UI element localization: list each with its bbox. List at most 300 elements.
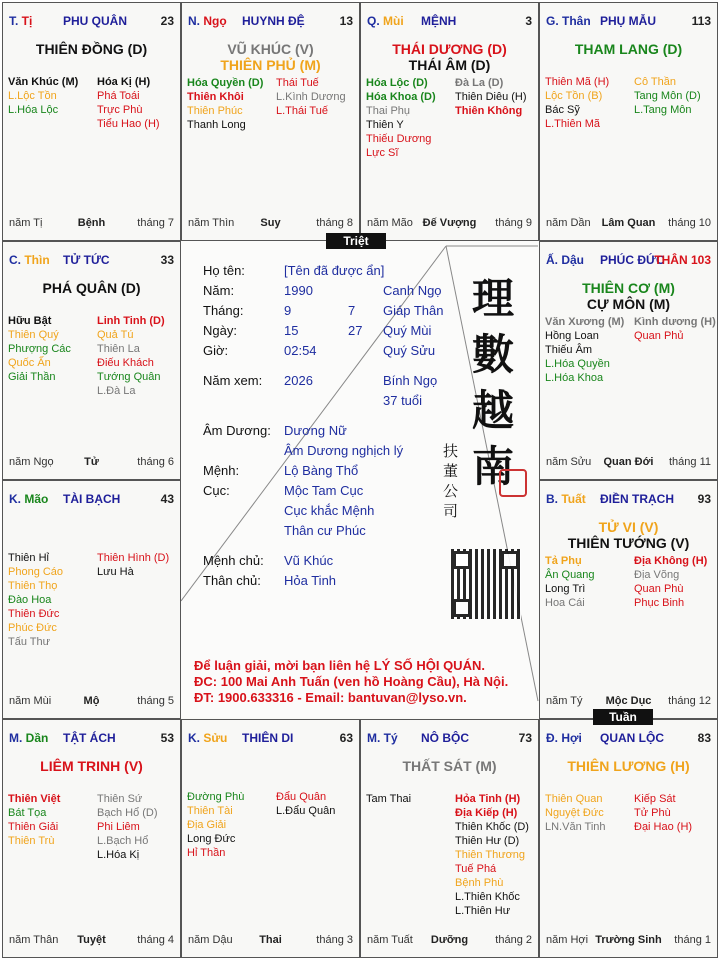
branch-part: T. xyxy=(9,14,22,28)
gio-value: 02:54 xyxy=(284,343,317,358)
palace-header xyxy=(9,14,174,30)
palace-year: năm Mão xyxy=(367,217,413,229)
minor-star: Hóa Quyền (D) xyxy=(187,77,264,89)
minor-star: LN.Văn Tinh xyxy=(545,821,606,833)
palace-footer xyxy=(367,217,532,231)
main-star: THIÊN ĐỒNG (D) xyxy=(35,41,148,57)
minor-star: Thiên Quý xyxy=(8,329,59,341)
palace-year: năm Ngọ xyxy=(9,456,54,468)
minor-star: Thiên Phúc xyxy=(187,105,243,117)
minor-star: Cô Thần xyxy=(634,76,676,88)
minor-star: Hoa Cái xyxy=(545,597,585,609)
minor-star: Hỉ Thần xyxy=(187,847,226,859)
cuc-note: Cục khắc Mệnh xyxy=(284,503,375,518)
nam-xem-label: Năm xem: xyxy=(203,373,263,388)
star-column-right xyxy=(97,314,165,398)
minor-star: Phúc Đức xyxy=(8,622,57,634)
palace-name: QUAN LỘC xyxy=(600,731,664,745)
minor-star: Tướng Quân xyxy=(97,371,161,383)
palace-header xyxy=(9,253,174,269)
minor-star: Hồng Loan xyxy=(545,330,599,342)
minor-star: Phục Binh xyxy=(634,597,685,609)
minor-star: Thiên Thọ xyxy=(8,580,58,592)
palace-branch xyxy=(188,731,227,745)
minor-star: Bạch Hổ (D) xyxy=(97,807,158,819)
minor-star: L.Tang Môn xyxy=(634,104,692,116)
palace-name: PHU QUÂN xyxy=(63,14,128,28)
palace-year: năm Tuất xyxy=(367,934,413,946)
main-star: THIÊN CƠ (M) xyxy=(582,280,675,296)
palace-branch xyxy=(546,253,584,267)
minor-star: Bác Sỹ xyxy=(545,104,580,116)
branch-part: M. Tý xyxy=(367,731,398,745)
palace-month: tháng 7 xyxy=(137,217,174,229)
minor-star: Nguyệt Đức xyxy=(545,807,604,819)
minor-star: Thái Tuế xyxy=(276,77,319,89)
contact-line-2: ĐC: 100 Mai Anh Tuấn (ven hồ Hoàng Cầu), Hà Nội. xyxy=(194,674,509,689)
main-star: THAM LANG (D) xyxy=(574,41,683,57)
ngay-can-chi: Quý Mùi xyxy=(383,323,432,338)
palace-phase: Dưỡng xyxy=(430,934,469,946)
star-column-right xyxy=(97,792,158,862)
palace-name: NÔ BỘC xyxy=(421,731,469,745)
triet-marker: Triệt xyxy=(326,233,386,249)
center-info-panel xyxy=(181,241,539,717)
palace-age: 53 xyxy=(160,731,174,745)
palace-header xyxy=(367,14,532,30)
main-star: THIÊN PHỦ (M) xyxy=(220,57,321,73)
star-column-left xyxy=(8,792,60,848)
minor-star: Long Đức xyxy=(187,833,236,845)
main-star: CỰ MÔN (M) xyxy=(586,296,671,312)
minor-star: L.Thiên Mã xyxy=(545,118,601,130)
palace-month: tháng 10 xyxy=(668,217,711,229)
than-cu-note: Thân cư Phúc xyxy=(284,523,366,538)
minor-star: Thiếu Âm xyxy=(545,344,593,356)
minor-star: L.Thái Tuế xyxy=(276,105,328,117)
nam-xem-value: 2026 xyxy=(284,373,313,388)
palace-branch xyxy=(9,14,32,28)
branch-part: Mão xyxy=(24,492,49,506)
palace-month: tháng 12 xyxy=(668,695,711,707)
minor-star: Thiên Hỉ xyxy=(8,552,49,564)
minor-star: L.Thiên Khốc xyxy=(455,891,520,903)
star-column-right xyxy=(634,315,716,343)
minor-star: Thiên Trù xyxy=(8,835,55,847)
minor-star: Quốc Ấn xyxy=(8,357,51,369)
palace-cell-thin xyxy=(2,241,181,480)
minor-star: Hóa Lộc (D) xyxy=(366,77,428,89)
branch-part: M. xyxy=(9,731,26,745)
branch-part: Sửu xyxy=(203,731,228,745)
palace-cell-tuat xyxy=(539,480,718,719)
seal-stamp xyxy=(499,469,527,497)
main-star: VŨ KHÚC (V) xyxy=(227,41,314,57)
main-star: THẤT SÁT (M) xyxy=(402,758,497,774)
palace-branch xyxy=(546,14,591,28)
than-chu-label: Thân chủ: xyxy=(203,573,261,588)
palace-year: năm Tị xyxy=(9,217,43,229)
palace-footer xyxy=(9,934,174,948)
palace-branch xyxy=(9,492,48,506)
palace-header xyxy=(367,731,532,747)
branch-part: G. Thân xyxy=(546,14,591,28)
palace-cell-mao xyxy=(2,480,181,719)
palace-footer xyxy=(188,217,353,231)
minor-star: Đà La (D) xyxy=(455,77,504,89)
minor-star: Quan Phù xyxy=(634,583,684,595)
main-star: THIÊN LƯƠNG (H) xyxy=(567,758,690,774)
palace-header xyxy=(546,14,711,30)
palace-phase: Mộc Dục xyxy=(605,695,652,707)
palace-phase: Thai xyxy=(259,934,282,946)
palace-name: ĐIỀN TRẠCH xyxy=(600,492,674,506)
ho-ten-value: [Tên đã được ẩn] xyxy=(284,263,385,278)
palace-name: HUYNH ĐỆ xyxy=(242,14,305,28)
branch-part: Thìn xyxy=(24,253,50,267)
cuc-label: Cục: xyxy=(203,483,230,498)
star-column-left xyxy=(366,792,411,806)
palace-age: 23 xyxy=(160,14,174,28)
minor-star: Linh Tinh (D) xyxy=(97,315,165,327)
palace-month: tháng 3 xyxy=(316,934,353,946)
minor-star: Thiên Việt xyxy=(8,793,61,805)
palace-branch xyxy=(9,731,48,745)
minor-star: Bệnh Phù xyxy=(455,877,504,889)
palace-age: THÂN 103 xyxy=(654,253,711,267)
palace-year: năm Sửu xyxy=(546,456,592,468)
palace-footer xyxy=(188,934,353,948)
nam-xem-can-chi: Bính Ngọ xyxy=(383,373,438,388)
minor-star: Thiên Giải xyxy=(8,821,59,833)
palace-cell-ngo xyxy=(181,2,360,241)
star-column-left xyxy=(8,551,63,649)
star-column-left xyxy=(545,792,606,834)
menh-chu-label: Mệnh chủ: xyxy=(203,553,264,568)
minor-star: Hữu Bật xyxy=(8,315,52,327)
minor-star: Thiên Quan xyxy=(545,793,603,805)
star-column-right xyxy=(455,792,529,918)
minor-star: Tử Phù xyxy=(634,807,671,819)
palace-branch xyxy=(367,731,398,745)
tuoi-value: 37 tuổi xyxy=(383,393,423,408)
palace-year: năm Hợi xyxy=(546,934,589,946)
palace-header xyxy=(188,14,353,30)
gio-can-chi: Quý Sửu xyxy=(383,343,436,358)
nam-value: 1990 xyxy=(284,283,313,298)
minor-star: L.Đẩu Quân xyxy=(276,805,336,817)
star-column-left xyxy=(8,75,78,117)
palace-footer xyxy=(9,217,174,231)
palace-header xyxy=(9,492,174,508)
palace-footer xyxy=(546,934,711,948)
minor-star: Đường Phù xyxy=(187,791,245,803)
minor-star: L.Lộc Tồn xyxy=(8,90,57,102)
palace-cell-dau xyxy=(539,241,718,480)
minor-star: Hóa Kị (H) xyxy=(97,76,151,88)
minor-star: Kiếp Sát xyxy=(634,793,676,805)
thang-can-chi: Giáp Thân xyxy=(383,303,444,318)
star-column-left xyxy=(8,314,71,384)
minor-star: Thiên Thương xyxy=(455,849,526,861)
minor-star: L.Hóa Lộc xyxy=(8,104,59,116)
palace-age: 93 xyxy=(697,492,711,506)
palace-phase: Suy xyxy=(260,217,281,229)
minor-star: Thiên Đức xyxy=(8,608,60,620)
minor-star: Thiên Y xyxy=(366,119,404,131)
than-chu-value: Hỏa Tinh xyxy=(284,573,337,588)
cuc-value: Mộc Tam Cục xyxy=(284,483,364,498)
palace-branch xyxy=(546,492,586,506)
star-column-left xyxy=(545,315,624,385)
palace-month: tháng 1 xyxy=(674,934,711,946)
palace-phase: Trường Sinh xyxy=(595,934,662,946)
minor-star: Hỏa Tinh (H) xyxy=(455,793,521,805)
palace-name: TỬ TỨC xyxy=(63,253,110,267)
minor-star: Đại Hao (H) xyxy=(634,821,693,833)
palace-name: TẬT ÁCH xyxy=(63,731,116,745)
minor-star: Văn Xương (M) xyxy=(545,316,625,328)
palace-month: tháng 5 xyxy=(137,695,174,707)
palace-cell-than xyxy=(539,2,718,241)
branch-part: K. xyxy=(9,492,25,506)
palace-year: năm Thìn xyxy=(188,217,235,229)
star-column-right xyxy=(634,792,692,834)
minor-star: Tiểu Hao (H) xyxy=(97,118,160,130)
minor-star: Thiên La xyxy=(97,343,140,355)
star-column-right xyxy=(276,76,346,118)
palace-age: 3 xyxy=(525,14,532,28)
am-duong-label: Âm Dương: xyxy=(203,423,271,438)
star-column-right xyxy=(276,790,335,818)
palace-name: THIÊN DI xyxy=(242,731,294,745)
minor-star: Thanh Long xyxy=(187,119,246,131)
minor-star: L.Kình Dương xyxy=(276,91,346,103)
main-star: THIÊN TƯỚNG (V) xyxy=(567,535,690,551)
minor-star: L.Bạch Hổ xyxy=(97,835,149,847)
palace-month: tháng 6 xyxy=(137,456,174,468)
minor-star: Quả Tú xyxy=(97,329,134,341)
palace-month: tháng 2 xyxy=(495,934,532,946)
minor-star: Kình dương (H) xyxy=(634,316,716,328)
tuan-marker: Tuần xyxy=(593,709,653,725)
star-column-left xyxy=(545,554,595,610)
branch-part: Dần xyxy=(25,731,49,745)
qr-code xyxy=(451,549,521,619)
palace-age: 113 xyxy=(691,14,711,28)
minor-star: L.Hóa Khoa xyxy=(545,372,604,384)
main-star: TỬ VI (V) xyxy=(598,519,659,535)
palace-year: năm Mùi xyxy=(9,695,52,707)
thang-label: Tháng: xyxy=(203,303,244,318)
am-duong-value: Dương Nữ xyxy=(284,423,347,438)
palace-age: 13 xyxy=(339,14,353,28)
palace-header xyxy=(546,492,711,508)
minor-star: Trực Phù xyxy=(97,104,143,116)
branch-part: Q. xyxy=(367,14,384,28)
minor-star: Địa Không (H) xyxy=(634,555,708,567)
palace-footer xyxy=(9,695,174,709)
minor-star: Thai Phụ xyxy=(366,105,411,117)
branch-part: Ngọ xyxy=(203,14,227,28)
star-column-right xyxy=(634,554,707,610)
palace-phase: Tử xyxy=(84,456,99,468)
palace-age: 83 xyxy=(697,731,711,745)
palace-year: năm Dậu xyxy=(188,934,233,946)
minor-star: Bát Tọa xyxy=(8,807,47,819)
palace-year: năm Tý xyxy=(546,695,583,707)
minor-star: Thiên Hình (D) xyxy=(97,552,170,564)
calligraphy-logo: 理數越南 xyxy=(471,274,514,491)
minor-star: Tang Môn (D) xyxy=(634,90,701,102)
palace-name: PHỤ MẪU xyxy=(600,14,656,28)
palace-branch xyxy=(546,731,582,745)
minor-star: Tam Thai xyxy=(366,793,412,805)
palace-branch xyxy=(188,14,227,28)
palace-header xyxy=(188,731,353,747)
branch-part: K. xyxy=(188,731,204,745)
minor-star: Thiên Không xyxy=(455,105,523,117)
palace-phase: Mộ xyxy=(83,695,100,707)
palace-cell-dan xyxy=(2,719,181,958)
minor-star: Đẩu Quân xyxy=(276,791,327,803)
gio-label: Giờ: xyxy=(203,343,229,358)
star-column-right xyxy=(455,76,527,118)
minor-star: Điếu Khách xyxy=(97,357,154,369)
branch-part: Đ. Hợi xyxy=(546,731,582,745)
minor-star: Lực Sĩ xyxy=(366,147,399,159)
nam-can-chi: Canh Ngọ xyxy=(383,283,442,298)
minor-star: Đào Hoa xyxy=(8,594,52,606)
thang-am: 7 xyxy=(348,303,356,318)
star-column-left xyxy=(545,75,609,131)
palace-month: tháng 11 xyxy=(668,456,711,468)
ngay-label: Ngày: xyxy=(203,323,237,338)
menh-chu-value: Vũ Khúc xyxy=(284,553,334,568)
main-star: THÁI DƯƠNG (D) xyxy=(392,41,507,57)
palace-cell-suu xyxy=(181,719,360,958)
branch-part: N. xyxy=(188,14,204,28)
star-column-right xyxy=(97,551,169,579)
palace-name: TÀI BẠCH xyxy=(63,492,121,506)
palace-age: 73 xyxy=(518,731,532,745)
star-column-left xyxy=(187,76,263,132)
palace-header xyxy=(546,253,711,269)
minor-star: Long Trì xyxy=(545,583,586,595)
thang-duong: 9 xyxy=(284,303,292,318)
palace-cell-ty xyxy=(360,719,539,958)
branch-part: C. xyxy=(9,253,25,267)
palace-footer xyxy=(546,217,711,231)
palace-age: 43 xyxy=(160,492,174,506)
palace-branch xyxy=(9,253,50,267)
palace-header xyxy=(546,731,711,747)
ngay-am: 27 xyxy=(348,323,363,338)
palace-phase: Đế Vượng xyxy=(422,217,477,229)
palace-phase: Tuyệt xyxy=(77,934,106,946)
palace-month: tháng 8 xyxy=(316,217,353,229)
minor-star: Tả Phụ xyxy=(545,555,582,567)
palace-year: năm Thân xyxy=(9,934,59,946)
minor-star: Thiên Hư (D) xyxy=(455,835,520,847)
branch-part: B. xyxy=(546,492,562,506)
palace-footer xyxy=(367,934,532,948)
palace-phase: Bệnh xyxy=(77,217,106,229)
palace-name: PHÚC ĐỨC xyxy=(600,253,665,267)
palace-cell-ti xyxy=(2,2,181,241)
nam-label: Năm: xyxy=(203,283,235,298)
star-column-right xyxy=(634,75,701,117)
star-column-left xyxy=(187,790,244,860)
minor-star: Địa Kiếp (H) xyxy=(455,807,518,819)
palace-header xyxy=(9,731,174,747)
minor-star: Tuế Phá xyxy=(455,863,497,875)
menh-value: Lộ Bàng Thổ xyxy=(284,463,359,478)
main-star: LIÊM TRINH (V) xyxy=(40,758,143,774)
palace-branch xyxy=(367,14,404,28)
minor-star: Thiên Tài xyxy=(187,805,233,817)
minor-star: Thiên Diêu (H) xyxy=(455,91,527,103)
palace-phase: Quan Đới xyxy=(603,456,654,468)
minor-star: Thiên Khôi xyxy=(187,91,244,103)
palace-cell-hoi xyxy=(539,719,718,958)
palace-age: 63 xyxy=(339,731,353,745)
minor-star: Phá Toái xyxy=(97,90,140,102)
palace-month: tháng 9 xyxy=(495,217,532,229)
main-star: PHÁ QUÂN (D) xyxy=(42,280,141,296)
minor-star: L.Hóa Quyền xyxy=(545,358,610,370)
minor-star: Tấu Thư xyxy=(8,636,51,648)
palace-age: 33 xyxy=(160,253,174,267)
palace-phase: Lâm Quan xyxy=(601,217,656,229)
minor-star: Địa Giải xyxy=(187,819,227,831)
minor-star: Văn Khúc (M) xyxy=(8,76,79,88)
minor-star: L.Thiên Hư xyxy=(455,905,511,917)
minor-star: Hóa Khoa (D) xyxy=(366,91,436,103)
branch-part: Tị xyxy=(21,14,33,28)
minor-star: Thiên Sứ xyxy=(97,793,143,805)
palace-footer xyxy=(546,695,711,709)
minor-star: Ân Quang xyxy=(545,569,595,581)
minor-star: Giải Thần xyxy=(8,371,56,383)
minor-star: Địa Võng xyxy=(634,569,680,581)
minor-star: Phi Liêm xyxy=(97,821,140,833)
palace-month: tháng 4 xyxy=(137,934,174,946)
palace-name: MỆNH xyxy=(421,14,457,28)
star-column-right xyxy=(97,75,160,131)
palace-footer xyxy=(546,456,711,470)
minor-star: Lưu Hà xyxy=(97,566,134,578)
minor-star: L.Đà La xyxy=(97,385,136,397)
seal-small-text: 扶董公司 xyxy=(443,442,459,520)
palace-year: năm Dần xyxy=(546,217,591,229)
minor-star: Quan Phủ xyxy=(634,330,684,342)
minor-star: Thiên Khốc (D) xyxy=(455,821,529,833)
minor-star: L.Hóa Kị xyxy=(97,849,140,861)
ngay-duong: 15 xyxy=(284,323,299,338)
palace-cell-mui xyxy=(360,2,539,241)
star-column-left xyxy=(366,76,436,160)
minor-star: Thiên Mã (H) xyxy=(545,76,610,88)
minor-star: Thiếu Dương xyxy=(366,133,432,145)
menh-label: Mệnh: xyxy=(203,463,240,478)
minor-star: Phong Cáo xyxy=(8,566,64,578)
minor-star: Lộc Tồn (B) xyxy=(545,90,603,102)
ho-ten-label: Họ tên: xyxy=(203,263,245,278)
minor-star: Phượng Các xyxy=(8,343,71,355)
branch-part: Tuất xyxy=(561,492,586,506)
am-duong-note: Âm Dương nghịch lý xyxy=(284,443,404,458)
